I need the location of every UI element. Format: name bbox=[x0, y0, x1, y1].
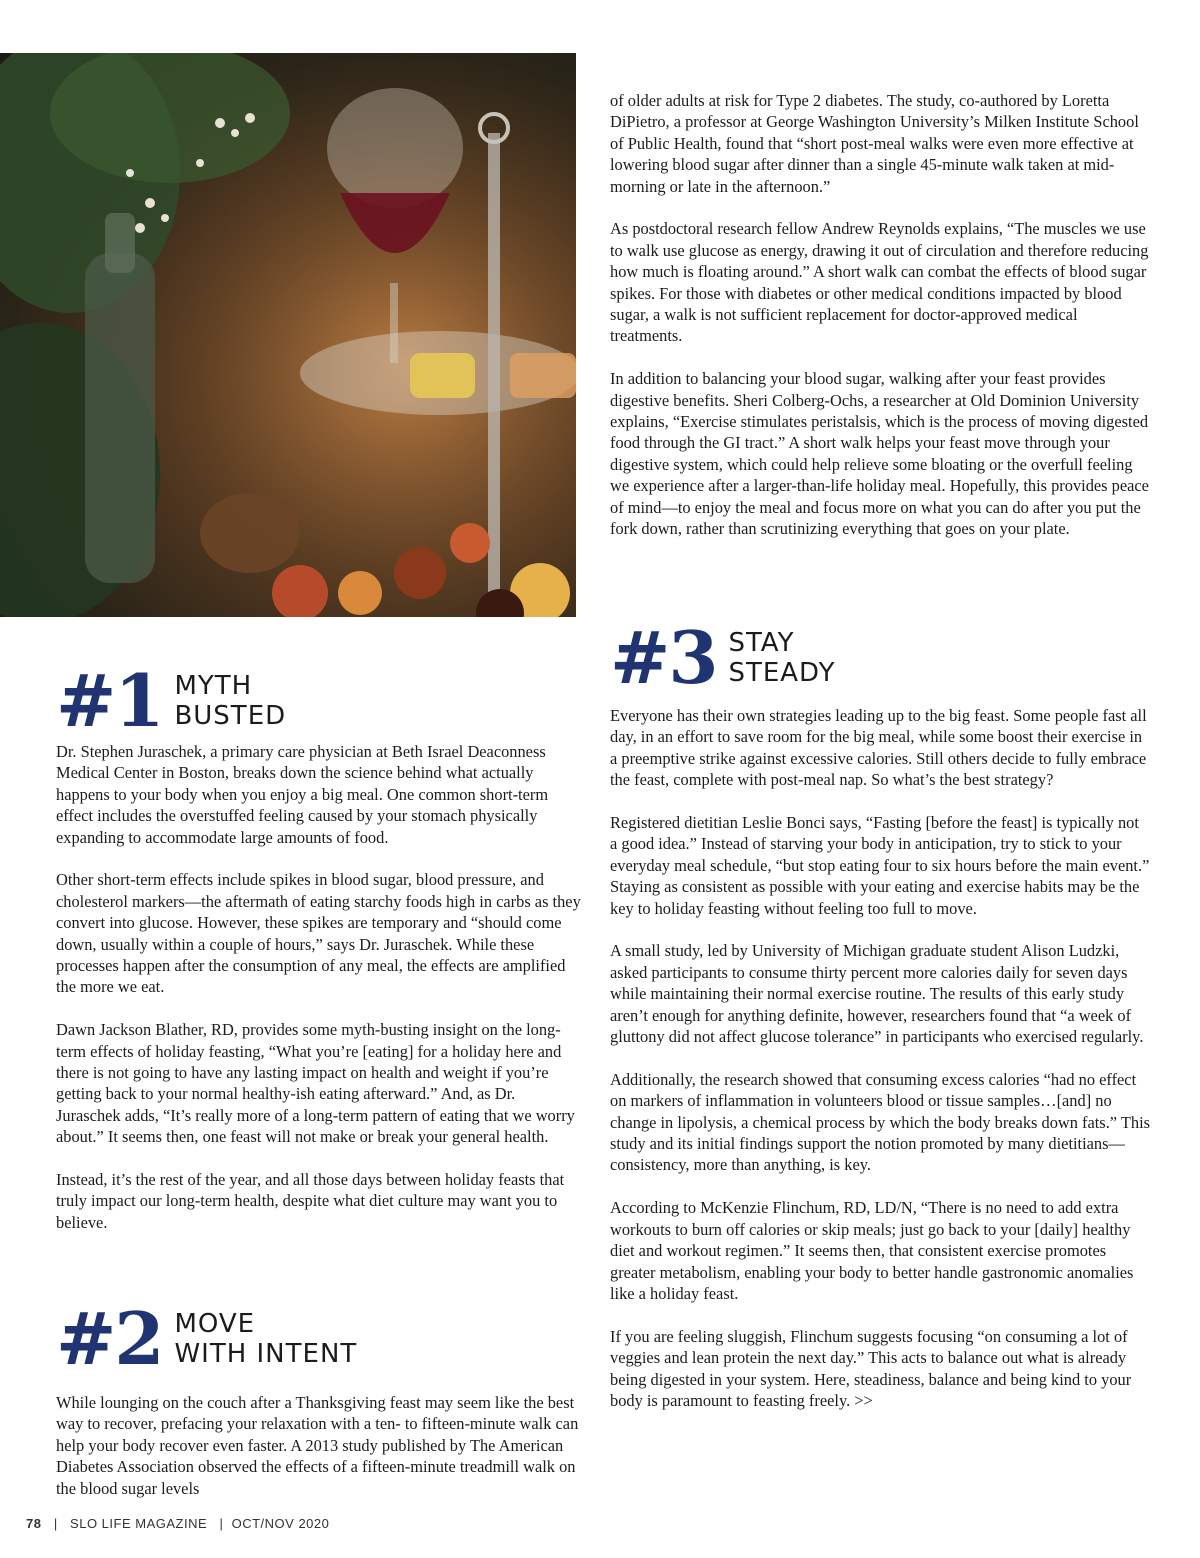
section-1-heading bbox=[56, 658, 287, 743]
section-title bbox=[728, 628, 835, 688]
paragraph: A small study, led by University of Michigan graduate student Alison Ludzki, asked participants to consume thirty percent more calories daily for seven days while maintaining their normal exercise routine. The results of this early study aren’t enough for anything definite, however, researchers found that “a week of gluttony did not affect glucose tolerance” in participants who exercised regularly. bbox=[610, 941, 1144, 1047]
section-number: #2 bbox=[56, 1296, 163, 1381]
section-2-body bbox=[56, 1392, 581, 1499]
paragraph: Registered dietitian Leslie Bonci says, “Fasting [before the feast] is typically not a good idea.” Instead of starving your body in anticipation, try to stick to your everyday meal schedule, “but stop eating four to six hours before the main event.” Staying as consistent as possible with your eating and exercise habits may be the key to holiday feasting without feeling too full to move. bbox=[610, 813, 1150, 918]
page-footer bbox=[26, 1516, 329, 1531]
paragraph: While lounging on the couch after a Thanksgiving feast may seem like the best way to recover, prefacing your relaxation with a ten- to fifteen-minute walk can help your body recover even faster. A 2013 study published by The American Diabetes Association observed the effects of a fifteen-minute treadmill walk on the blood sugar levels bbox=[56, 1393, 579, 1498]
section-title-line: MYTH bbox=[174, 671, 253, 701]
section-1-body bbox=[56, 741, 581, 1233]
paragraph: Dr. Stephen Juraschek, a primary care physician at Beth Israel Deaconness Medical Center in Boston, breaks down the science behind what actually happens to your body when you enjoy a big meal. One common short-term effect includes the overstuffed feeling caused by your stomach physically expanding to accommodate large amounts of food. bbox=[56, 742, 549, 847]
paragraph: According to McKenzie Flinchum, RD, LD/N, “There is no need to add extra workouts to burn off calories or skip meals; just go back to your [daily] healthy diet and workout regimen.” It seems then, that consistent exercise promotes greater metabolism, enabling your body to better handle gastronomic anomalies like a holiday feast. bbox=[610, 1198, 1134, 1303]
section-2-heading bbox=[56, 1296, 358, 1381]
issue-date: OCT/NOV 2020 bbox=[231, 1516, 330, 1531]
section-3-heading bbox=[610, 615, 836, 700]
holiday-table-photo bbox=[0, 53, 576, 617]
paragraph: Dawn Jackson Blather, RD, provides some myth-busting insight on the long-term effects of holiday feasting, “What you’re [eating] for a holiday here and there is not going to have any lasting impact on health and weight if you’re getting back to your normal healthy-ish eating afterward.” And, as Dr. Juraschek adds, “It’s really more of a long-term pattern of eating that we worry about.” It seems then, one feast will not make or break your general health. bbox=[56, 1020, 575, 1147]
section-title bbox=[174, 671, 286, 731]
page-number: 78 bbox=[26, 1516, 42, 1531]
paragraph: If you are feeling sluggish, Flinchum suggests focusing “on consuming a lot of veggies and lean protein the next day.” This acts to balance out what is already being digested in your system. Here, steadiness, balance and being kind to your body is paramount to feasting freely. >> bbox=[610, 1326, 1132, 1410]
right-column-top bbox=[610, 90, 1150, 540]
paragraph: Instead, it’s the rest of the year, and all those days between holiday feasts that truly impact our long-term health, despite what diet culture may want you to believe. bbox=[56, 1170, 565, 1232]
paragraph: Everyone has their own strategies leading up to the big feast. Some people fast all day, in an effort to save room for the big meal, while some boost their exercise in a preemptive strike against excessive calories. Still others decide to fully embrace the feast, complete with post-meal nap. So what’s the best strategy? bbox=[610, 706, 1147, 790]
section-title-line: BUSTED bbox=[174, 701, 287, 731]
section-title-line: MOVE bbox=[174, 1309, 256, 1339]
magazine-name: SLO LIFE MAGAZINE bbox=[70, 1516, 208, 1531]
footer-separator: | bbox=[219, 1516, 224, 1531]
section-number: #1 bbox=[56, 658, 163, 743]
section-title-line: WITH INTENT bbox=[174, 1339, 358, 1369]
section-title-line: STEADY bbox=[728, 658, 836, 688]
photo-illustration bbox=[0, 53, 576, 617]
paragraph: Additionally, the research showed that consuming excess calories “had no effect on markers of inflammation in volunteers blood or tissue samples…[and] no change in lipolysis, a chemical process by which the body breaks down fats.” This study and its initial findings support the notion promoted by many dietitians—consistency, more than anything, is key. bbox=[610, 1069, 1151, 1175]
section-title-line: STAY bbox=[728, 628, 795, 658]
paragraph: of older adults at risk for Type 2 diabetes. The study, co-authored by Loretta DiPietro, a professor at George Washington University’s Milken Institute School of Public Health, found that “short post-meal walks were even more effective at lowering blood sugar after dinner than a single 45-minute walk taken at mid-morning or late in the afternoon.” bbox=[610, 91, 1139, 196]
section-3-body bbox=[610, 705, 1150, 1411]
paragraph: In addition to balancing your blood sugar, walking after your feast provides digestive benefits. Sheri Colberg-Ochs, a researcher at Old Dominion University explains, “Exercise stimulates peristalsis, which is the process of moving digested food through the GI tract.” A short walk helps your feast move through your digestive system, which could help relieve some bloating or the overfull feeling we experience after a larger-than-life holiday meal. Hopefully, this provides peace of mind—to enjoy the meal and focus more on what you can do after you put the fork down, rather than scrutinizing everything that goes on your plate. bbox=[610, 369, 1149, 539]
paragraph: Other short-term effects include spikes in blood sugar, blood pressure, and cholesterol markers—the aftermath of eating starchy foods high in carbs as they convert into glucose. However, these spikes are temporary and “should come down, usually within a couple of hours,” says Dr. Juraschek. While these processes happen after the consumption of any meal, the effects are amplified the more we eat. bbox=[56, 870, 581, 997]
section-number: #3 bbox=[610, 615, 717, 700]
section-title bbox=[174, 1309, 357, 1369]
paragraph: As postdoctoral research fellow Andrew Reynolds explains, “The muscles we use to walk use glucose as energy, drawing it out of circulation and therefore reducing how much is floating around.” A short walk can combat the effects of blood sugar spikes. For those with diabetes or other medical conditions impacted by blood sugar, a walk is not sufficient replacement for doctor-approved medical treatments. bbox=[610, 219, 1149, 346]
footer-separator: | bbox=[53, 1516, 58, 1531]
